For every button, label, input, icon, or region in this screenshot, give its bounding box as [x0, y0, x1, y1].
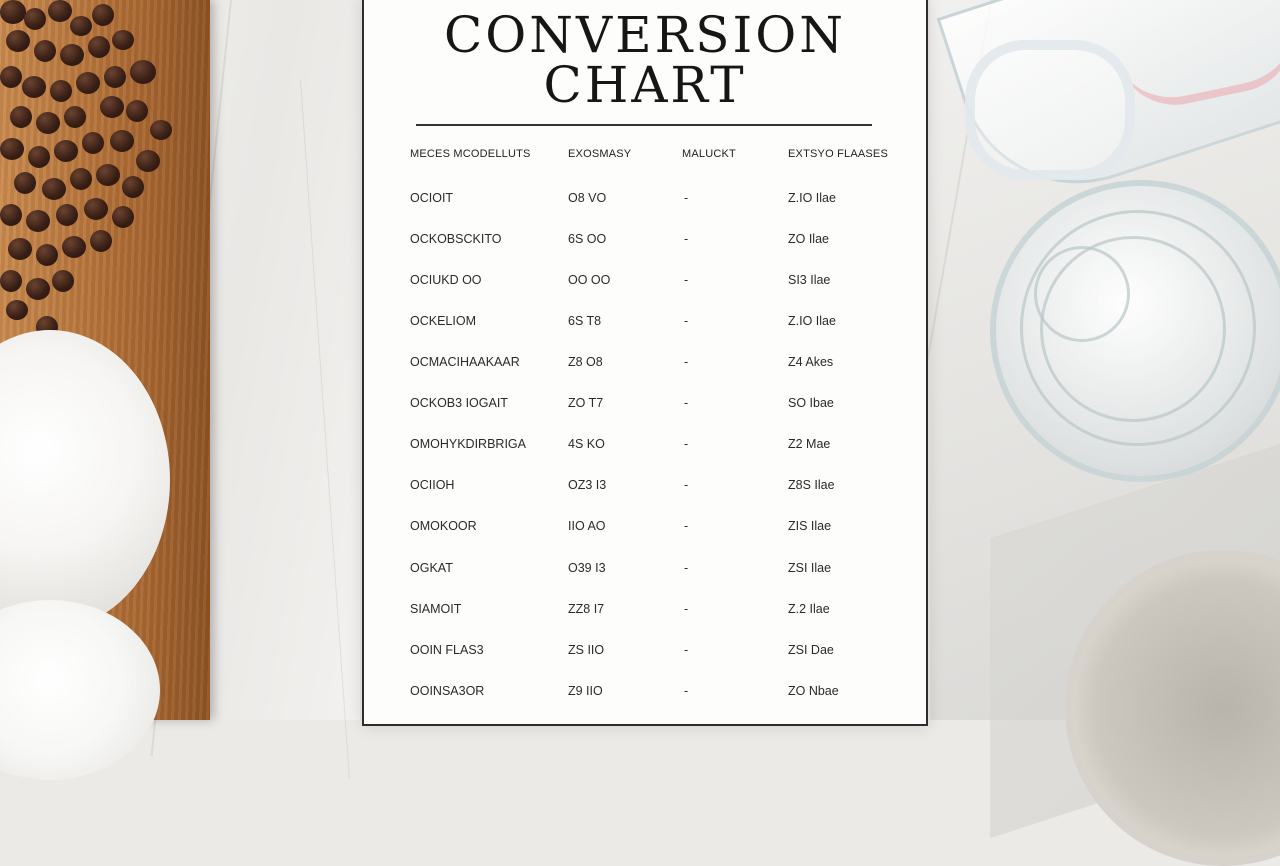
column-header: EXOSMASY — [568, 148, 632, 160]
dash-cell: - — [684, 191, 689, 205]
measure-cell: O39 I3 — [568, 561, 606, 575]
glass-bowl-ring — [1034, 246, 1130, 342]
column-header: MECES MCODELLUTS — [410, 148, 531, 160]
dash-cell: - — [684, 478, 689, 492]
column-header: EXTSYO FLAASES — [788, 148, 889, 160]
table-row — [364, 643, 926, 667]
measure-cell: O8 VO — [568, 191, 607, 205]
dash-cell: - — [684, 273, 689, 287]
dash-cell: - — [684, 643, 689, 657]
dash-cell: - — [684, 232, 689, 246]
measure-cell: Z9 IIO — [568, 684, 603, 698]
measuring-jug-handle — [965, 40, 1135, 180]
weight-cell: ZO Nbae — [788, 684, 839, 698]
weight-cell: ZSI Ilae — [788, 561, 832, 575]
dash-cell: - — [684, 684, 689, 698]
table-row — [364, 355, 926, 379]
table-row — [364, 396, 926, 420]
ingredient-cell: OGKAT — [410, 561, 453, 575]
weight-cell: Z.2 Ilae — [788, 602, 830, 616]
table-row — [364, 191, 926, 215]
measure-cell: OZ3 I3 — [568, 478, 607, 492]
conversion-chart-card — [362, 0, 928, 726]
chart-title-line1: CONVERSION — [444, 6, 846, 64]
weight-cell: Z.IO Ilae — [788, 191, 836, 205]
weight-cell: Z4 Akes — [788, 355, 834, 369]
ingredient-cell: OCIIOH — [410, 478, 455, 492]
ingredient-cell: OCKOBSCKITO — [410, 232, 502, 246]
dash-cell: - — [684, 396, 689, 410]
ingredient-cell: OMOKOOR — [410, 519, 477, 533]
weight-cell: SO Ibae — [788, 396, 834, 410]
measure-cell: OO OO — [568, 273, 611, 287]
measure-cell: 6S T8 — [568, 314, 602, 328]
table-row — [364, 519, 926, 543]
weight-cell: Z2 Mae — [788, 437, 831, 451]
table-row — [364, 602, 926, 626]
measure-cell: ZO T7 — [568, 396, 604, 410]
ingredient-cell: OCIUKD OO — [410, 273, 482, 287]
measure-cell: IIO AO — [568, 519, 606, 533]
ingredient-cell: SIAMOIT — [410, 602, 462, 616]
measure-cell: 4S KO — [568, 437, 605, 451]
dash-cell: - — [684, 561, 689, 575]
weight-cell: ZO Ilae — [788, 232, 829, 246]
table-row — [364, 478, 926, 502]
measure-cell: 6S OO — [568, 232, 607, 246]
ingredient-cell: OCIOIT — [410, 191, 454, 205]
dash-cell: - — [684, 437, 689, 451]
table-row — [364, 232, 926, 256]
dash-cell: - — [684, 519, 689, 533]
table-row — [364, 437, 926, 461]
table-row — [364, 561, 926, 585]
ingredient-cell: OCKELIOM — [410, 314, 476, 328]
ingredient-cell: OMOHYKDIRBRIGA — [410, 437, 526, 451]
table-row — [364, 684, 926, 708]
table-row — [364, 273, 926, 297]
table-row — [364, 314, 926, 338]
weight-cell: SI3 Ilae — [788, 273, 831, 287]
title-divider — [416, 124, 872, 126]
dash-cell: - — [684, 355, 689, 369]
weight-cell: Z8S Ilae — [788, 478, 835, 492]
chart-title-line2: CHART — [543, 56, 747, 114]
weight-cell: ZIS Ilae — [788, 519, 832, 533]
measure-cell: Z8 O8 — [568, 355, 603, 369]
measure-cell: ZS IIO — [568, 643, 605, 657]
weight-cell: Z.IO Ilae — [788, 314, 836, 328]
dash-cell: - — [684, 314, 689, 328]
column-header: MALUCKT — [682, 148, 736, 160]
dash-cell: - — [684, 602, 689, 616]
ingredient-cell: OOIN FLAS3 — [410, 643, 484, 657]
weight-cell: ZSI Dae — [788, 643, 834, 657]
measure-cell: ZZ8 I7 — [568, 602, 605, 616]
ingredient-cell: OCMACIHAAKAAR — [410, 355, 520, 369]
ingredient-cell: OOINSA3OR — [410, 684, 485, 698]
ingredient-cell: OCKOB3 IOGAIT — [410, 396, 508, 410]
